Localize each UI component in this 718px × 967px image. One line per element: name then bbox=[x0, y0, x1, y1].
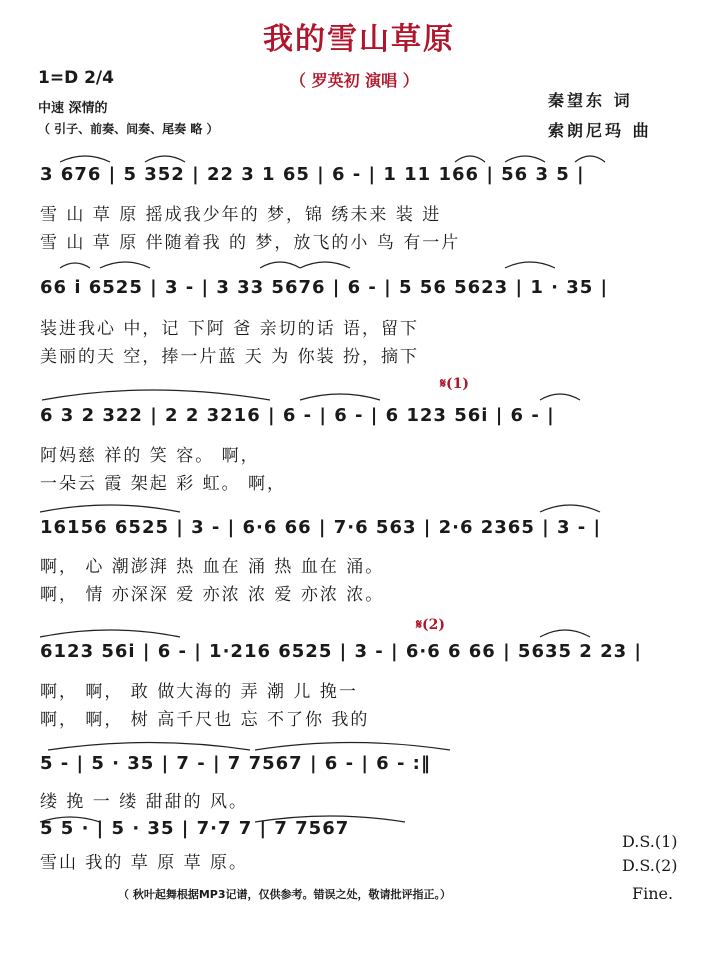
fine-marking: Fine. bbox=[632, 884, 674, 903]
lyric-row-7: 雪山 我的 草 原 草 原。 bbox=[40, 853, 249, 873]
notation-row-5: 6123 56i | 6 - | 1·216 6525 | 3 - | 6·6 6 66 | 5635 2 23 | bbox=[40, 641, 642, 662]
lyric-row-4-verse-2: 啊， 情 亦深深 爱 亦浓 浓 爱 亦浓 浓。 bbox=[40, 585, 385, 605]
notation-row-4: 16156 6525 | 3 - | 6·6 66 | 7·6 563 | 2·6 2365 | 3 - | bbox=[40, 517, 602, 538]
da-segno-2: D.S.(2) bbox=[622, 856, 678, 875]
lyric-row-2-verse-2: 美丽的天 空，捧一片蓝 天 为 你装 扮，摘下 bbox=[40, 347, 420, 367]
intro-note: （ 引子、前奏、间奏、尾奏 略 ） bbox=[38, 122, 219, 136]
footnote: （ 秋叶起舞根据MP3记谱，仅供参考。错误之处，敬请批评指正。） bbox=[118, 888, 451, 901]
page-title: 我的雪山草原 bbox=[263, 22, 455, 57]
key-signature: 1=D 2/4 bbox=[38, 68, 114, 88]
lyric-row-1-verse-1: 雪 山 草 原 摇成我少年的 梦，锦 绣未来 装 进 bbox=[40, 205, 442, 225]
composer-credit: 索朗尼玛 曲 bbox=[548, 121, 652, 140]
notation-row-6: 5 - | 5 · 35 | 7 - | 7 7567 | 6 - | 6 - :‖ bbox=[40, 753, 431, 774]
lyric-row-5-verse-2: 啊， 啊， 树 高千尺也 忘 不了你 我的 bbox=[40, 710, 370, 730]
lyricist-credit: 秦望东 词 bbox=[548, 91, 633, 110]
lyric-row-1-verse-2: 雪 山 草 原 伴随着我 的 梦，放飞的小 鸟 有一片 bbox=[40, 233, 461, 253]
performer: （ 罗英初 演唱 ） bbox=[290, 71, 419, 90]
lyric-row-4-verse-1: 啊， 心 潮澎湃 热 血在 涌 热 血在 涌。 bbox=[40, 557, 385, 577]
tempo-marking: 中速 深情的 bbox=[38, 101, 108, 116]
notation-row-3: 6 3 2 322 | 2 2 3216 | 6 - | 6 - | 6 123 56i | 6 - | bbox=[40, 405, 555, 426]
lyric-row-5-verse-1: 啊， 啊， 敢 做大海的 弄 潮 儿 挽一 bbox=[40, 682, 358, 702]
notation-row-7: 5 5 · | 5 · 35 | 7·7 7 | 7 7567 bbox=[40, 818, 350, 839]
lyric-row-3-verse-2: 一朵云 霞 架起 彩 虹。 啊， bbox=[40, 474, 287, 494]
lyric-row-6: 缕 挽 一 缕 甜甜的 风。 bbox=[40, 792, 249, 812]
notation-row-1: 3 676 | 5 352 | 22 3 1 65 | 6 - | 1 11 166 | 56 3 5 | bbox=[40, 164, 585, 185]
segno-2: 𝄋(2) bbox=[416, 617, 446, 633]
lyric-row-3-verse-1: 阿妈慈 祥的 笑 容。 啊， bbox=[40, 446, 260, 466]
lyric-row-2-verse-1: 装进我心 中，记 下阿 爸 亲切的话 语，留下 bbox=[40, 319, 420, 339]
segno-1: 𝄋(1) bbox=[440, 376, 470, 392]
da-segno-1: D.S.(1) bbox=[622, 832, 678, 851]
notation-row-2: 66 i 6525 | 3 - | 3 33 5676 | 6 - | 5 56 5623 | 1 · 35 | bbox=[40, 277, 609, 298]
